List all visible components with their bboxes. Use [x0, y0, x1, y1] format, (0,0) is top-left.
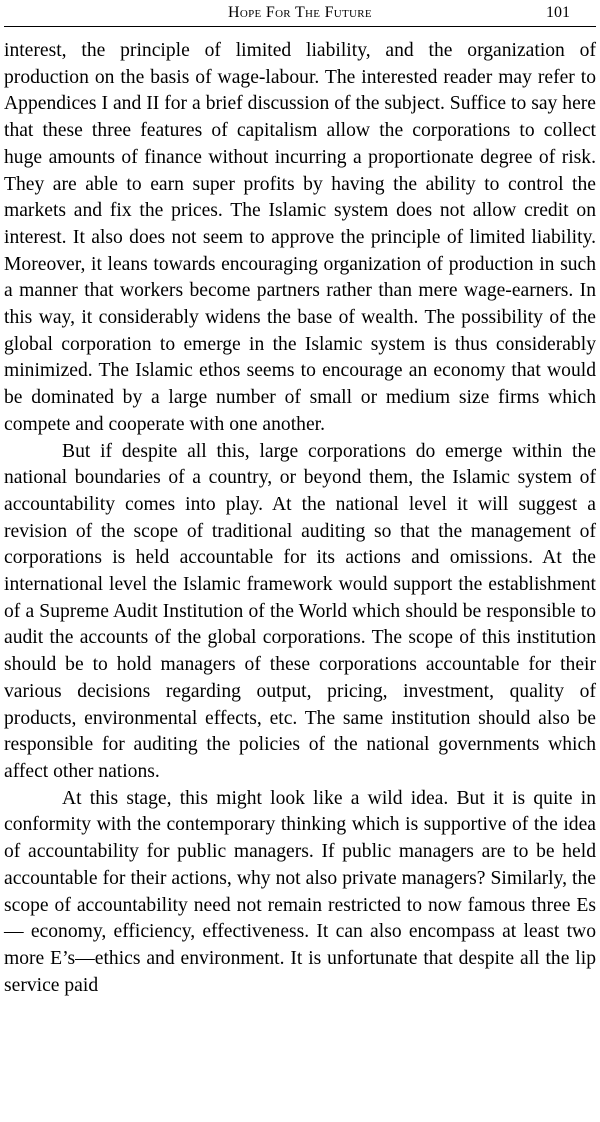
page-number: 101	[546, 4, 570, 21]
paragraph-2: But if despite all this, large corporations do emerge within the national boundaries of a country, or beyond them, the Islamic system of accountability comes into play. At the national level it will suggest a revision of the scope of traditional auditing so that the management of corporations is held accountable for its actions and omissions. At the international level the Islamic framework would support the establishment of a Supreme Audit Institution of the World which should be responsible to audit the accounts of the global corporations. The scope of this institution should be to hold managers of these corporations accountable for their various decisions regarding output, pricing, investment, quality of products, environmental effects, etc. The same institution should also be responsible for auditing the policies of the national governments which affect other nations.	[4, 440, 596, 782]
running-title: Hope For The Future	[228, 4, 372, 21]
page-body	[4, 38, 596, 999]
paragraph-1: interest, the principle of limited liability, and the organization of production on the basis of wage-labour. The interested reader may refer to Appendices I and II for a brief discussion of the subject. Suffice to say here that these three features of capitalism allow the corporations to collect huge amounts of finance without incurring a proportionate degree of risk. They are able to earn super profits by having the ability to control the markets and fix the prices. The Islamic system does not allow credit on interest. It also does not seem to approve the principle of limited liability. Moreover, it leans towards encouraging organization of production in such a manner that workers become partners rather than mere wage-earners. In this way, it considerably widens the base of wealth. The possibility of the global corporation to emerge in the Islamic system is thus considerably minimized. The Islamic ethos seems to encourage an economy that would be dominated by a large number of small or medium size firms which compete and cooperate with one another.	[4, 40, 596, 435]
paragraph-3: At this stage, this might look like a wild idea. But it is quite in conformity with the contemporary thinking which is supportive of the idea of accountability for public managers. If public managers are to be held accountable for their actions, why not also private managers? Similarly, the scope of accountability need not remain restricted to now famous three Es — economy, efficiency, effectiveness. It can also encompass at least two more E’s—ethics and environment. It is unfortunate that despite all the lip service paid	[4, 787, 596, 996]
running-header	[4, 0, 596, 27]
